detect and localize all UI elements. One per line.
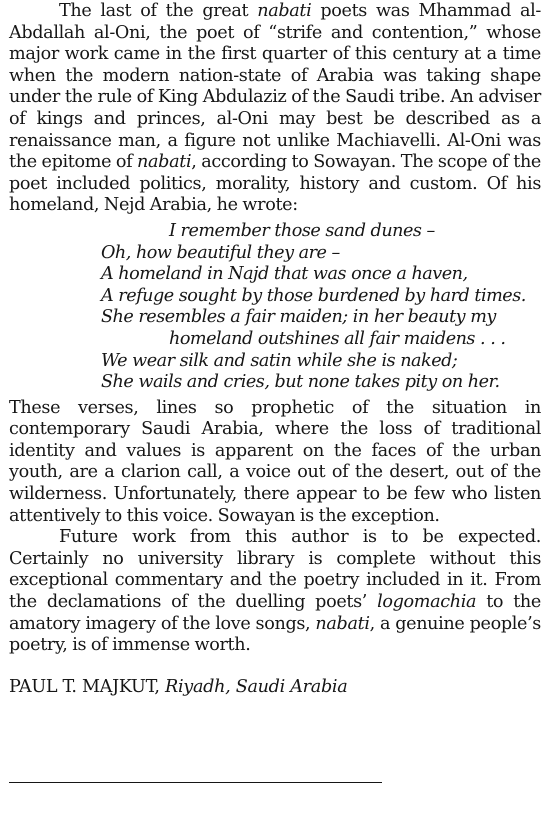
text-run: The last of the great	[59, 1, 258, 21]
review-page	[9, 1, 541, 698]
poem-line: A refuge sought by those burdened by hard times.	[101, 285, 526, 306]
poem-line: A homeland in Najd that was once a haven,	[101, 264, 468, 285]
poem-line: Oh, how beautiful they are –	[101, 242, 340, 263]
italic-term: logomachia	[377, 592, 477, 613]
paragraph-verses: These verses, lines so prophetic of the situation in contemporary Saudi Arabia, where the loss of traditional identity and values is apparent on the faces of the urban youth, are a clarion call, a voice out of the desert, out of the wilderness. Unfortunately, there appear to be few who listen attentively to this voice. Sowayan is the exception.	[9, 397, 541, 526]
paragraph-future-work	[9, 527, 541, 657]
italic-term: nabati	[137, 152, 192, 173]
poem-line: She resembles a fair maiden; in her beauty my	[101, 307, 496, 328]
italic-term: nabati	[315, 613, 370, 634]
reviewer-signature	[9, 677, 541, 699]
text-run: Future work from this author is to be expected. Certainly no university library is complete without this exceptional commentary and the poetry included in it. From the declamations of the duelling poets’	[9, 527, 541, 613]
paragraph-aloni	[9, 1, 541, 217]
poem-line: We wear silk and satin while she is naked;	[101, 350, 458, 371]
reviewer-name: PAUL T. MAJKUT,	[9, 676, 160, 697]
signature-underline	[9, 782, 382, 783]
text-run: poets was Mhammad al-Abdallah al-Oni, the poet of “strife and contention,” whose major work came in the first quarter of this century at a time when the modern nation-state of Arabia was taking shape under the rule of King Abdulaziz of the Saudi tribe. An adviser of kings and princes, al-Oni may best be described as a renaissance man, a figure not unlike Machiavelli. Al-Oni was the epitome of	[9, 1, 541, 173]
poem-line: homeland outshines all fair maidens . . .	[169, 328, 506, 349]
poem-line: I remember those sand dunes –	[169, 220, 435, 241]
text-run: , according to Sowayan. The scope of the poet included politics, morality, history and custom. Of his homeland, Nejd Arabia, he wrote:	[9, 152, 541, 216]
text-run: , a genuine people’s poetry, is of immense worth.	[9, 613, 541, 656]
text-run: to the amatory imagery of the love songs,	[9, 592, 541, 634]
poem-quotation	[9, 221, 541, 394]
italic-term: nabati	[257, 1, 312, 21]
reviewer-location: Riyadh, Saudi Arabia	[165, 676, 348, 697]
poem-line: She wails and cries, but none takes pity on her.	[101, 372, 500, 393]
